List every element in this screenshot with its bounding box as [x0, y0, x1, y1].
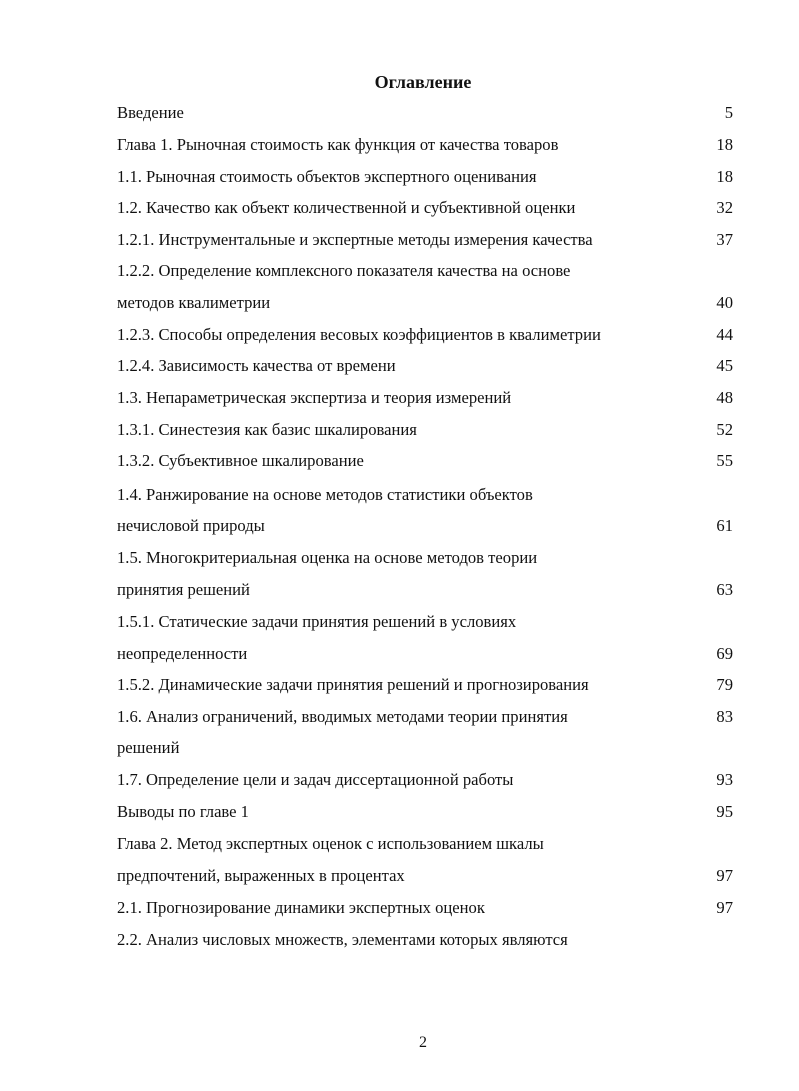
- toc-entry: [117, 642, 737, 666]
- toc-entry: [117, 228, 737, 252]
- toc-entry-title: Глава 1. Рыночная стоимость как функция от качества товаров: [117, 135, 559, 154]
- toc-entry-page: 69: [716, 644, 733, 663]
- toc-entry: [117, 928, 737, 952]
- toc-entry-page: 55: [716, 451, 733, 470]
- toc-entry-page: 40: [716, 293, 733, 312]
- toc-entry-page: 52: [716, 420, 733, 439]
- toc-entry-page: 83: [716, 707, 733, 726]
- toc-entry: [117, 546, 737, 570]
- toc-entry-title: Введение: [117, 103, 184, 122]
- toc-entry: [117, 864, 737, 888]
- toc-entry-title: 1.3. Непараметрическая экспертиза и теория измерений: [117, 388, 512, 407]
- toc-entry-title: 1.4. Ранжирование на основе методов статистики объектов: [117, 485, 533, 504]
- toc-entry: [117, 101, 737, 125]
- toc-entry-title: 1.2.1. Инструментальные и экспертные методы измерения качества: [117, 230, 593, 249]
- toc-entry-page: 18: [716, 167, 733, 186]
- toc-entry-title: Выводы по главе 1: [117, 802, 249, 821]
- toc-entry-page: 5: [724, 103, 733, 122]
- toc-entry-title: 1.6. Анализ ограничений, вводимых методами теории принятия: [117, 707, 568, 726]
- toc-entry-title: 2.2. Анализ числовых множеств, элементами которых являются: [117, 930, 568, 949]
- toc-entry: [117, 514, 737, 538]
- toc-entry: [117, 323, 737, 347]
- toc-entry-title: 1.2. Качество как объект количественной и субъективной оценки: [117, 198, 576, 217]
- toc-entry-title: 1.2.4. Зависимость качества от времени: [117, 356, 396, 375]
- toc-entry-title: предпочтений, выраженных в процентах: [117, 866, 405, 885]
- toc-entry: [117, 354, 737, 378]
- toc-entry: [117, 386, 737, 410]
- toc-entry-title: 1.1. Рыночная стоимость объектов экспертного оценивания: [117, 167, 537, 186]
- toc-entry-title: неопределенности: [117, 644, 248, 663]
- toc-entry: [117, 449, 737, 473]
- toc-entry-title: 1.3.2. Субъективное шкалирование: [117, 451, 364, 470]
- toc-entry: [117, 705, 737, 729]
- toc-entry-page: 95: [716, 802, 733, 821]
- toc-entry: [117, 196, 737, 220]
- toc-entry-title: принятия решений: [117, 580, 250, 599]
- toc-entry: [117, 896, 737, 920]
- toc-entry: [117, 259, 737, 283]
- toc-entry-title: 1.2.2. Определение комплексного показателя качества на основе: [117, 261, 571, 280]
- toc-entry: [117, 832, 737, 856]
- toc-entry-title: нечисловой природы: [117, 516, 265, 535]
- toc-entry: [117, 736, 737, 760]
- toc-entry-page: 45: [716, 356, 733, 375]
- toc-entry: [117, 483, 737, 507]
- page-title: Оглавление: [374, 72, 472, 92]
- toc-entry-page: 79: [716, 675, 733, 694]
- toc-entry-page: 97: [716, 898, 733, 917]
- toc-entry-title: Глава 2. Метод экспертных оценок с использованием шкалы: [117, 834, 544, 853]
- toc-entry: [117, 610, 737, 634]
- toc-entry-title: 2.1. Прогнозирование динамики экспертных оценок: [117, 898, 485, 917]
- toc-entry: [117, 165, 737, 189]
- toc-entry-page: 61: [716, 516, 733, 535]
- toc-entry-title: 1.5.1. Статические задачи принятия решений в условиях: [117, 612, 517, 631]
- toc-entry-title: 1.2.3. Способы определения весовых коэффициентов в квалиметрии: [117, 325, 601, 344]
- toc-entry-title: 1.5.2. Динамические задачи принятия решений и прогнозирования: [117, 675, 589, 694]
- toc-entry-title: 1.5. Многокритериальная оценка на основе методов теории: [117, 548, 538, 567]
- toc-entry-page: 93: [716, 770, 733, 789]
- toc-entry: [117, 418, 737, 442]
- toc-entry-page: 32: [716, 198, 733, 217]
- toc-entry-page: 44: [716, 325, 733, 344]
- toc-entry: [117, 673, 737, 697]
- toc-entry-page: 37: [716, 230, 733, 249]
- toc-entry-page: 48: [716, 388, 733, 407]
- toc-entry-title: решений: [117, 738, 180, 757]
- toc-entry-page: 63: [716, 580, 733, 599]
- toc-entry: [117, 133, 737, 157]
- toc-entry-title: 1.7. Определение цели и задач диссертационной работы: [117, 770, 514, 789]
- toc-entry-page: 97: [716, 866, 733, 885]
- toc-entry-page: 18: [716, 135, 733, 154]
- toc-entry-title: методов квалиметрии: [117, 293, 271, 312]
- toc-entry: [117, 578, 737, 602]
- toc-entry: [117, 291, 737, 315]
- toc-entry-title: 1.3.1. Синестезия как базис шкалирования: [117, 420, 417, 439]
- toc-entry: [117, 768, 737, 792]
- toc-entry: [117, 800, 737, 824]
- page-number: 2: [419, 1034, 427, 1051]
